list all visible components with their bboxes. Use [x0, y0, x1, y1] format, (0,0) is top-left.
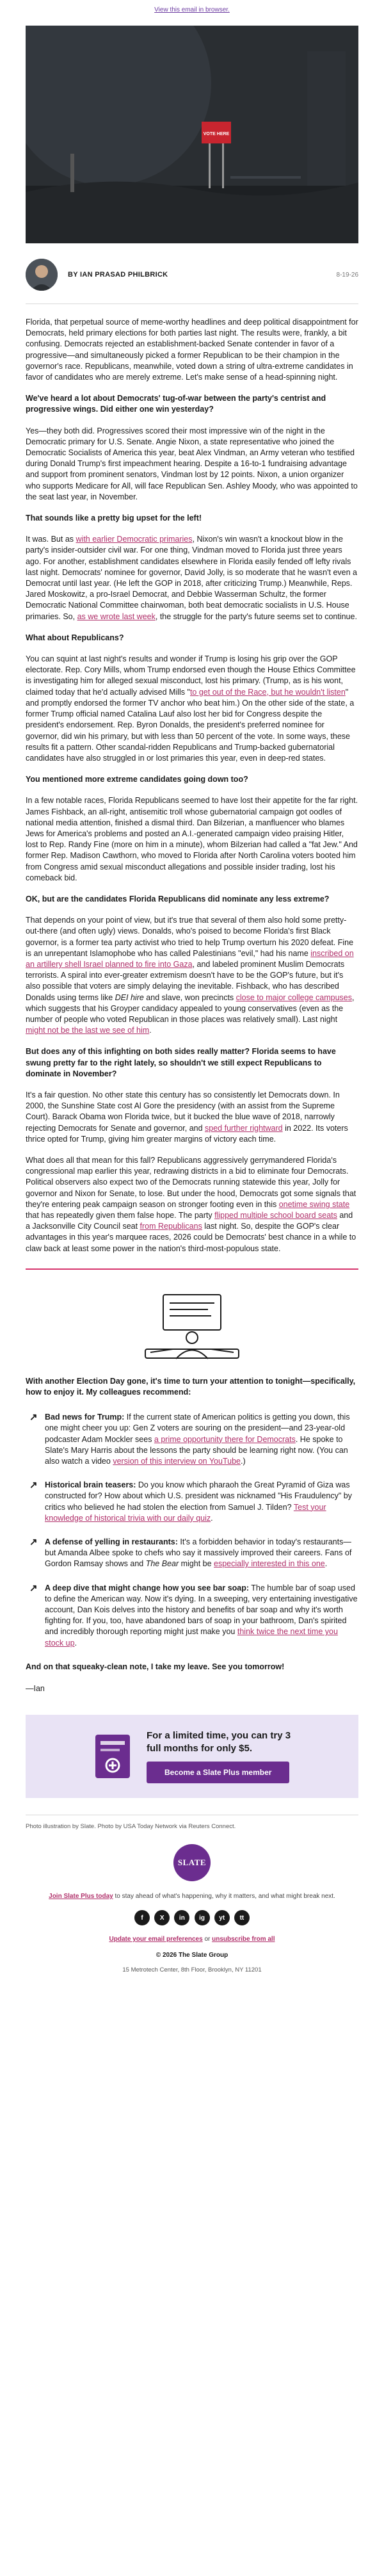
- paragraph: You can squint at last night's results and wonder if Trump is losing his grip over the GOP electorate. Rep. Cory Mills, whom Trump endorsed even though the House Ethics Committee is investigating him for alleged sexual misconduct, lost his primary. (Trump, as is his wont, claimed today that he'd actually advised Mills "to get out of the Race, but he wouldn't listen" and promptly endorsed the former TV anchor who beat him.) On the other side of the state, a former Trump official named Catalina Lauf also lost her bid for Congress despite the president's endorsement. Rep. Byron Donalds, the president's preferred nominee for governor, did win his primary, but with less than 50 percent of the vote. In some ways, these results fit a pattern. Other scandal-ridden Republicans and Trump-backed gubernatorial candidates have also struggled in or lost primaries this year, even in deep-red states.: [26, 654, 356, 763]
- address: 15 Metrotech Center, 8th Floor, Brooklyn, NY 11201: [122, 1966, 262, 1974]
- article-body: [26, 317, 358, 1254]
- paragraph: In a few notable races, Florida Republicans seemed to have lost their appetite for the far right. James Fishback, an all-right, antisemitic troll whose gubernatorial campaign got oodles of national media attention, finished a dismal third. Dan Bilzerian, a manfluencer who blames Jews for America's problems and posted an A.I.-generated campaign video praising Hitler, lost to Rep. Randy Fine (more on him in a minute), whom Bilzerian had called a "fat Jew." And former Rep. Madison Cawthorn, who moved to Florida after North Carolina voters booted him from Congress amid sexual misconduct allegations and possible insider trading, lost his comeback bid.: [26, 796, 358, 882]
- list-item: ↗ A deep dive that might change how you see bar soap: The humble bar of soap used to define the American way. Now it's dying. In a sweeping, very entertaining investigative account, Dan Kois delves into the history and benefits of bar soap and why it's worth fighting for. If you, too, have abandoned bars of soap in your bathroom, Dan's spirited and incredibly thorough reporting might just make you think twice the next time you stock up.: [26, 1583, 358, 1649]
- swing-state-link[interactable]: onetime swing state: [278, 1199, 350, 1209]
- recs-lead: With another Election Day gone, it's time to turn your attention to tonight—specifically, how to enjoy it. My colleagues recommend:: [26, 1376, 356, 1397]
- view-in-browser-link[interactable]: View this email in browser.: [154, 6, 230, 13]
- paragraph: Yes—they both did. Progressives scored their most impressive win of the night in the Democratic primary for U.S. Senate. Angie Nixon, a state representative who joined the Democratic Socialists of America this year, beat Alex Vindman, an Army veteran who testified during Donald Trump's first impeachment hearing. Despite a 16-to-1 fundraising advantage and support from prominent senators, Vindman lost by 12 points. Nixon, a union organizer who supports Medicare for All, will face Republican Sen. Ashley Moody, who was appointed to the seat last year, in November.: [26, 426, 358, 501]
- arrow-icon: ↗: [29, 1582, 38, 1594]
- email-preferences: Update your email preferences or unsubscribe from all: [109, 1936, 275, 1943]
- slate-logo[interactable]: SLATE: [173, 1844, 211, 1881]
- school-board-link[interactable]: flipped multiple school board seats: [214, 1211, 337, 1220]
- question: But does any of this infighting on both sides really matter? Florida seems to have swung pretty far to the right lately, so shouldn't we still expect Republicans to dominate in November?: [26, 1047, 336, 1078]
- rec-link[interactable]: Test your knowledge of historical trivia with our daily quiz: [45, 1502, 326, 1523]
- facebook-icon[interactable]: f: [134, 1910, 150, 1925]
- join-text: Join Slate Plus today to stay ahead of what's happening, why it matters, and what might break next.: [49, 1893, 335, 1900]
- list-item: ↗ A defense of yelling in restaurants: It's a forbidden behavior in today's restaurants—but Amanda Albee spoke to chefs who say it massively improved their careers. Fans of Gordon Ramsay shows and The Bear might be especially interested in this one.: [26, 1537, 358, 1570]
- become-member-button[interactable]: Become a Slate Plus member: [147, 1762, 289, 1783]
- section-divider: [26, 1268, 358, 1270]
- question: OK, but are the candidates Florida Republicans did nominate any less extreme?: [26, 894, 330, 903]
- paragraph: It's a fair question. No other state this century has so consistently let Democrats down. In 2000, the Sunshine State cost Al Gore the presidency (with an assist from the Supreme Court). Barack Obama won Florida twice, but it bucked the blue wave of 2018, narrowly rejecting Democrats for Senate and governor, and sped further rightward in 2022. Its voters thrice opted for Trump, giving him greater margins of victory each time.: [26, 1090, 348, 1144]
- author-avatar: [26, 259, 58, 291]
- from-republicans-link[interactable]: from Republicans: [140, 1222, 202, 1231]
- person-reading-icon: [138, 1285, 246, 1362]
- promo-text: For a limited time, you can try 3 full months for only $5.: [147, 1730, 291, 1754]
- question: We've heard a lot about Democrats' tug-of-war between the party's centrist and progressive wings. Did either one win yesterday?: [26, 394, 326, 414]
- arrow-icon: ↗: [29, 1412, 38, 1423]
- youtube-icon[interactable]: yt: [214, 1910, 230, 1925]
- hero-illustration: [26, 26, 358, 243]
- hero-image: [26, 26, 358, 243]
- copyright: © 2026 The Slate Group: [156, 1952, 228, 1959]
- arrow-icon: ↗: [29, 1480, 38, 1491]
- rec-link[interactable]: think twice the next time you stock up: [45, 1627, 338, 1648]
- recommendations: [26, 1376, 358, 1693]
- update-preferences-link[interactable]: Update your email preferences: [109, 1936, 203, 1943]
- last-we-see-link[interactable]: might not be the last we see of him: [26, 1026, 150, 1035]
- unsubscribe-link[interactable]: unsubscribe from all: [212, 1936, 275, 1943]
- list-item: ↗ Historical brain teasers: Do you know which pharaoh the Great Pyramid of Giza was constructed for? How about which U.S. president was nicknamed "His Fraudulency" by critics who believed he had stolen the election from Samuel J. Tilden? Test your knowledge of historical trivia with our daily quiz.: [26, 1480, 358, 1524]
- signoff: And on that squeaky-clean note, I take my leave. See you tomorrow!: [26, 1662, 285, 1671]
- rec-link[interactable]: especially interested in this one: [214, 1559, 325, 1569]
- social-links: [134, 1910, 250, 1925]
- tiktok-icon[interactable]: tt: [234, 1910, 250, 1925]
- earlier-primaries-link[interactable]: with earlier Democratic primaries: [76, 535, 193, 544]
- avatar-icon: [26, 259, 58, 291]
- author-name: BY IAN PRASAD PHILBRICK: [68, 271, 168, 279]
- instagram-icon[interactable]: ig: [195, 1910, 210, 1925]
- publish-date: 8-19-26: [336, 271, 358, 279]
- college-campuses-link[interactable]: close to major college campuses: [236, 992, 352, 1002]
- artillery-shell-link[interactable]: inscribed on an artillery shell Israel planned to fire into Gaza: [26, 948, 354, 969]
- last-week-link[interactable]: as we wrote last week: [77, 612, 156, 621]
- top-bar: [0, 0, 384, 19]
- sign-text: VOTE HERE: [203, 132, 230, 136]
- join-slate-plus-link[interactable]: Join Slate Plus today: [49, 1893, 113, 1900]
- question: You mentioned more extreme candidates going down too?: [26, 775, 248, 784]
- arrow-icon: ↗: [29, 1537, 38, 1548]
- signature: —Ian: [26, 1684, 45, 1694]
- sped-rightward-link[interactable]: sped further rightward: [205, 1123, 283, 1133]
- paragraph: What does all that mean for this fall? Republicans aggressively gerrymandered Florida's congressional map earlier this year, redrawing districts in a bid to eliminate four Democrats. Political observers also expect two of the Democrats running statewide this year, Jolly for governor and Nixon for Senate, to lose. But under the hood, Democrats got some signals that they're entering peak campaign season on stronger footing even in this onetime swing state that has repeatedly given them false hope. The party flipped multiple school board seats and a Jacksonville City Council seat from Republicans last night. So, despite the GOP's clear advantages in this year's marquee races, 2026 could be Democrats' best chance in a while to claw back at least some power in the nation's third-most-populous state.: [26, 1156, 356, 1253]
- photo-credit: Photo illustration by Slate. Photo by USA Today Network via Reuters Connect.: [26, 1823, 236, 1831]
- question: What about Republicans?: [26, 633, 124, 642]
- rec-link[interactable]: a prime opportunity there for Democrats: [154, 1434, 296, 1444]
- rec-link[interactable]: version of this interview on YouTube: [113, 1457, 241, 1466]
- reading-illustration: [138, 1285, 246, 1362]
- slate-plus-promo: [26, 1715, 358, 1798]
- paragraph: It was. But as with earlier Democratic primaries, Nixon's win wasn't a knockout blow in the party's insider-outsider civil war. For one thing, Vindman moved to Florida just three years ago. For another, establishment candidates elsewhere in Florida easily fended off lefty rivals last night. Democrats' nominee for governor, David Jolly, is so moderate that he wasn't even a Democrat until last year. (He left the GOP in 2018, after criticizing Trump.) Meanwhile, Reps. Jared Moskowitz, a pro-Israel Democrat, and Debbie Wasserman Schultz, the former Democratic National Committee chairwoman, both beat democratic socialists in U.S. House primaries. So, as we wrote last week, the struggle for the party's future seems set to continue.: [26, 535, 357, 621]
- slate-plus-badge-icon: [90, 1731, 135, 1782]
- list-item: ↗ Bad news for Trump: If the current state of American politics is getting you down, this one might cheer you up: Gen Z voters are souring on the president—and 23-year-old podcaster Adam Mockler sees a prime opportunity there for Democrats. He spoke to Slate's Mary Harris about the lessons the party should be learning right now. (You can also watch a video version of this interview on YouTube.): [26, 1412, 358, 1467]
- trump-quote-link[interactable]: to get out of the Race, but he wouldn't listen: [189, 687, 346, 697]
- x-icon[interactable]: X: [154, 1910, 170, 1925]
- byline: [26, 259, 358, 291]
- question: That sounds like a pretty big upset for the left!: [26, 514, 202, 523]
- paragraph: Florida, that perpetual source of meme-worthy headlines and deep political disappointment for Democrats, held primary elections for both parties last night. The results were, frankly, a bit confusing. Democrats rejected an establishment-backed Senate contender in favor of a progressive—and simultaneously picked a former Republican to be their champion in the governor's race. Republicans, meanwhile, voted down a string of ultra-extreme candidates in favor of candidates who are merely extreme. Let's make sense of a head-spinning night.: [26, 318, 358, 382]
- linkedin-icon[interactable]: in: [174, 1910, 189, 1925]
- paragraph: That depends on your point of view, but it's true that several of them also hold some pretty-out-there (and often ugly) views. Donalds, who's poised to become Florida's first Black governor, is a former tea party activist who tried to help Trump overturn his 2020 defeat. Fine is an unrepentant Islamophobe who has called Palestinians "evil," had his name inscribed on an artillery shell Israel planned to fire into Gaza, and labeled prominent Muslim Democrats terrorists. A spiral into ever-greater extremism doesn't have to be the GOP's future, but it's also possible that voters are simply delaying the inevitable. Fishback, who has described Donalds using terms like DEI hire and slave, won precincts close to major college campuses, which suggests that his Groyper candidacy appealed to young conservatives (even as the number of people who voted Republican in those places was relatively small). Last night might not be the last we see of him.: [26, 916, 355, 1035]
